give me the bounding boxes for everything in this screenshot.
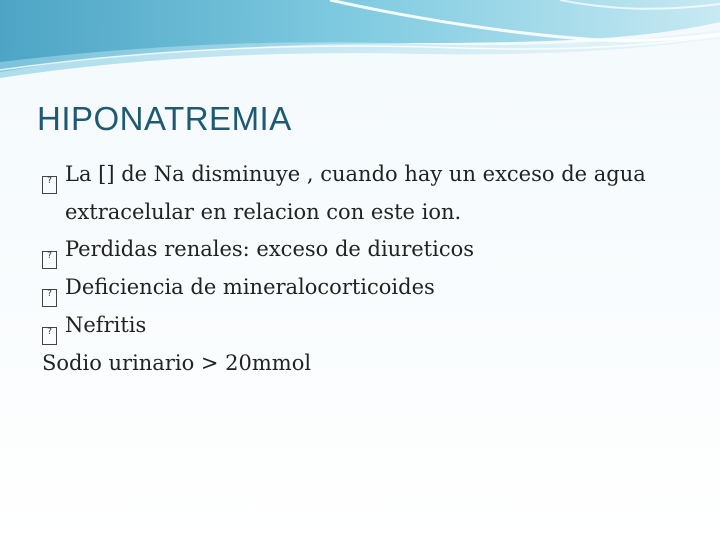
bullet-item xyxy=(42,269,702,307)
bullet-text: Perdidas renales: exceso de diureticos xyxy=(65,237,474,261)
missing-glyph-bullet-icon: ? xyxy=(42,176,57,194)
missing-glyph-bullet-icon: ? xyxy=(42,251,57,269)
slide-title: HIPONATREMIA xyxy=(37,100,292,137)
bullet-text: La [] de Na disminuye , cuando hay un exceso de agua extracelular en relacion con este ion. xyxy=(65,162,646,224)
slide-body xyxy=(42,156,702,382)
missing-glyph-bullet-icon: ? xyxy=(42,289,57,307)
missing-glyph-bullet-icon: ? xyxy=(42,327,57,345)
header-wave-decoration xyxy=(0,0,720,90)
bullet-text: Nefritis xyxy=(65,313,147,337)
bullet-item xyxy=(42,231,702,269)
bullet-text: Deficiencia de mineralocorticoides xyxy=(65,275,435,299)
bullet-item xyxy=(42,307,702,345)
bullet-item xyxy=(42,156,702,231)
footer-line: Sodio urinario > 20mmol xyxy=(42,351,312,375)
